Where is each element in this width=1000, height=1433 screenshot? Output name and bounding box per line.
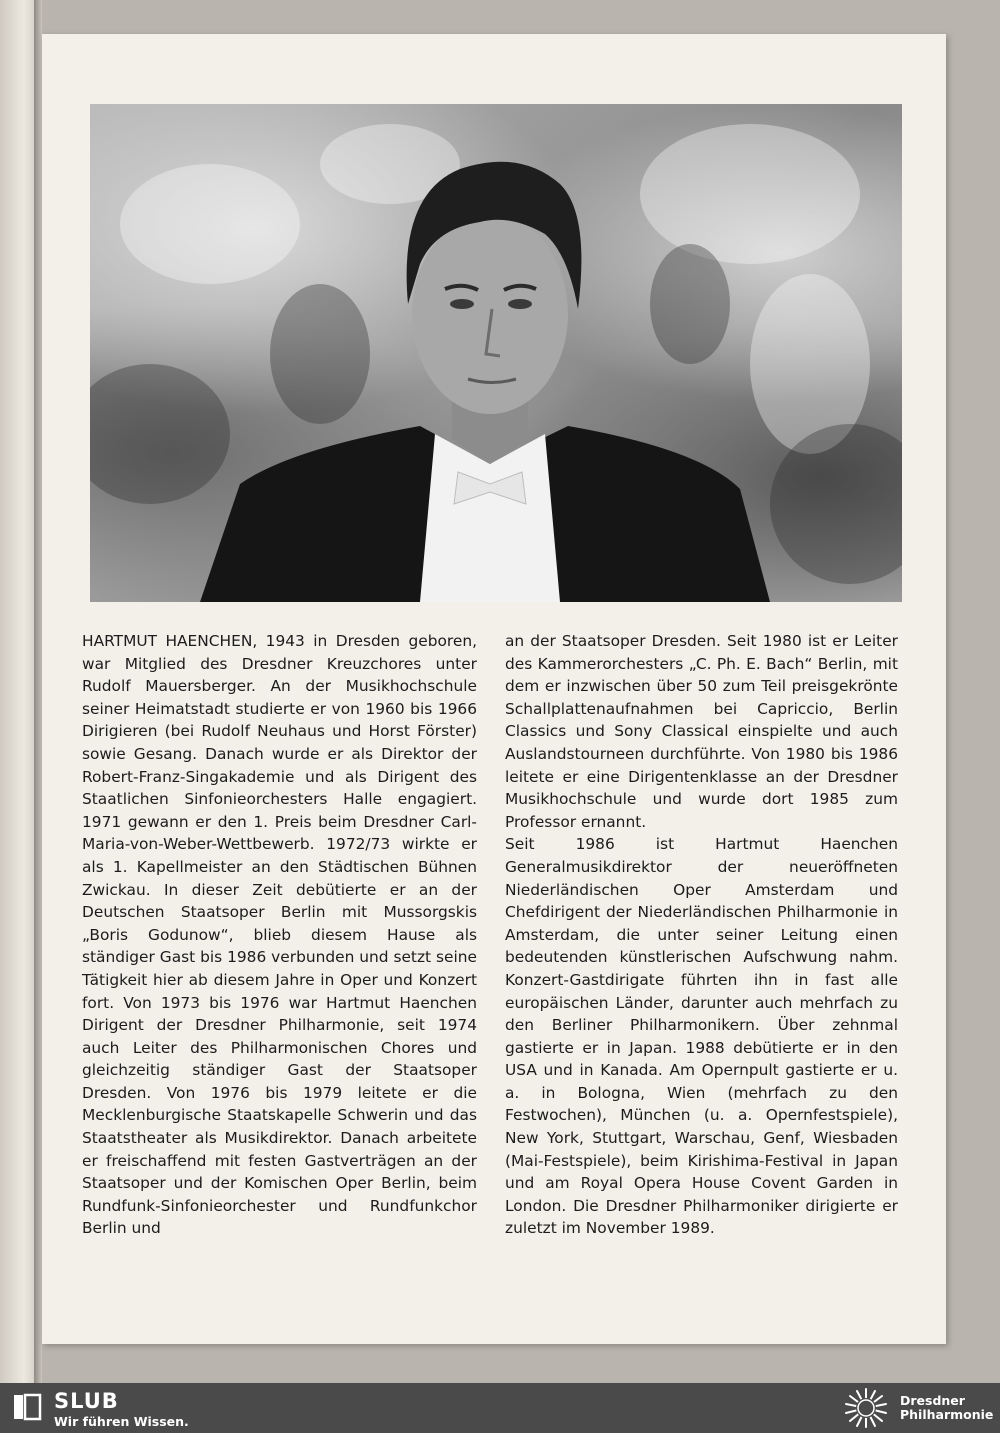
viewer-footer-bar — [0, 1383, 1000, 1433]
document-page — [42, 34, 946, 1344]
slub-book-icon[interactable] — [12, 1392, 42, 1422]
partner-name-line-1: Dresdner — [900, 1393, 965, 1408]
biography-left-column — [82, 630, 477, 1240]
biography-right-column — [505, 630, 898, 1240]
biography-left-paragraph: HARTMUT HAENCHEN, 1943 in Dresden geboren, war Mitglied des Dresdner Kreuzchores unter Rudolf Mauersberger. An der Musikhochschule seiner Heimatstadt studierte er von 1960 bis 1966 Dirigieren (bei Rudolf Neuhaus und Horst Förster) sowie Gesang. Danach wurde er als Direktor der Robert-Franz-Singakademie und als Dirigent des Staatlichen Sinfonieorchesters Halle engagiert. 1971 gewann er den 1. Preis beim Dresdner Carl-Maria-von-Weber-Wettbewerb. 1972/73 wirkte er als 1. Kapellmeister an den Städtischen Bühnen Zwickau. In dieser Zeit debütierte er an der Deutschen Staatsoper Berlin mit Mussorgskis „Boris Godunow“, blieb diesem Hause als ständiger Gast bis 1986 verbunden und setzt seine Tätigkeit hier ab diesem Jahre in Oper und Konzert fort. Von 1973 bis 1976 war Hartmut Haenchen Dirigent der Dresdner Philharmonie, seit 1974 auch Leiter des Philharmonischen Chores und gleichzeitig ständiger Gast der Staatsoper Dresden. Von 1976 bis 1979 leitete er die Mecklenburgische Staatskapelle Schwerin und das Staatstheater als Musikdirektor. Danach arbeitete er freischaffend mit festen Gastverträgen an der Staatsoper und der Komischen Oper Berlin, beim Rundfunk-Sinfonieorchester und Rundfunkchor Berlin und — [82, 632, 477, 1238]
portrait-illustration — [90, 104, 902, 602]
left-page-edge — [0, 0, 34, 1383]
partner-name-line-2: Philharmonie — [900, 1407, 994, 1422]
conductor-portrait-photo — [90, 104, 902, 602]
slub-slogan: Wir führen Wissen. — [54, 1414, 189, 1429]
book-binding — [34, 0, 42, 1383]
dresdner-philharmonie-label[interactable] — [900, 1394, 993, 1422]
dresdner-philharmonie-sun-logo[interactable] — [843, 1387, 889, 1429]
slub-brand-name[interactable]: SLUB — [54, 1389, 119, 1413]
biography-right-paragraph-1: an der Staatsoper Dresden. Seit 1980 ist er Leiter des Kammerorchesters „C. Ph. E. Bach“ Berlin, mit dem er inzwischen über 50 zum Teil preisgekrönte Schallplattenaufnahmen bei Capriccio, Berlin Classics und Sony Classical einspielte und auch Auslandstourneen durchführte. Von 1980 bis 1986 leitete er eine Dirigentenklasse an der Dresdner Musikhochschule und wurde dort 1985 zum Professor ernannt. — [505, 632, 898, 831]
biography-right-paragraph-2: Seit 1986 ist Hartmut Haenchen Generalmusikdirektor der neueröffneten Niederländischen Oper Amsterdam und Chefdirigent der Niederländischen Philharmonie in Amsterdam, die unter seiner Leitung einen bedeutenden künstlerischen Aufschwung nahm. Konzert-Gastdirigate führten ihn in fast alle europäischen Länder, darunter auch mehrfach zu den Berliner Philharmonikern. Über zehnmal gastierte er in Japan. 1988 debütierte er in den USA und in Kanada. Am Opernpult gastierte er u. a. in Bologna, Wien (mehrfach zu den Festwochen), München (u. a. Opernfestspiele), New York, Stuttgart, Warschau, Genf, Wiesbaden (Mai-Festspiele), beim Kirishima-Festival in Japan und am Royal Opera House Covent Garden in London. Die Dresdner Philharmoniker dirigierte er zuletzt im November 1989. — [505, 835, 898, 1238]
